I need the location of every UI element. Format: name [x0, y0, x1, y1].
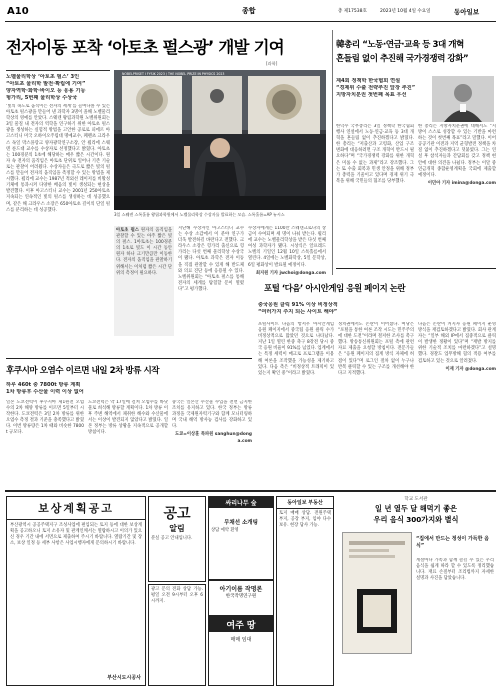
fukushima-subhead: 1차 방류후 수산물 이력 이상 없어 [6, 389, 84, 395]
ad-notice-body: 분실 공고 안내입니다. [151, 536, 193, 541]
paper-name: 동아일보 [454, 8, 480, 16]
pm-byline: 이민아 기자 imina@donga.com [427, 180, 496, 186]
photo-banner-text: NOBELPRISET I FYSIK 2023 / THE NOBEL PRIZE IN PHYSICS 2023 [122, 72, 225, 76]
pm-portrait [432, 76, 494, 122]
portal-body-col2: 정치권에서도 논란이 이어졌다. 여당은 “포털을 통한 여론 조작 시도는 민주주의에 대한 도전”이라며 철저한 조사를 촉구했다. 방송통신위원회는 포털 측에 관련 자료 제출을 요청할 방침이다. 전문가들은 “응원 페이지의 집계 방식 자체에 허점이 있다”며 로그인 절차 없이 누구나 반복 클릭할 수 있는 구조를 개선해야 한다고 지적했다. [338, 322, 414, 376]
portal-body-col3: 다음은 논란이 커지자 응원 페이지 운영 방식을 재검토하겠다고 밝혔다. 회사 관계자는 “일부 해외 IP에서 집중적으로 클릭이 발생한 정황이 있다”며 “재발 방지를 위한 기술적 조치를 마련하겠다”고 설명했다. 경찰도 업무방해 혐의 적용 여부를 검토하고 있는 것으로 알려졌다. 이재 기자 @donga.com [418, 322, 496, 372]
ad-matchmaking [208, 496, 274, 580]
ad-yeoju-land [208, 616, 274, 686]
fukushima-byline: 도쿄=이상훈 특파원 sanghun@donga.com [174, 432, 252, 444]
ad-yeoju-sub: 매매 임대 [230, 637, 252, 643]
pm-subhead: 지방자치분권 첫번째 목표 우선 [336, 92, 407, 98]
pm-body-col2: 한 총리는 지방자치분권에 대해서도 “지방이 스스로 성장할 수 있는 기반을 마련하는 것이 첫번째 목표”라고 말했다. 이어 공공기관 이전과 지역 균형발전 정책을 차질 없이 추진하겠다고 덧붙였다. 그는 연설 후 참석자들과 간담회를 갖고 정책 현안에 대한 의견을 나눴다. 정부는 이달 중 연금개혁 종합운영계획을 국회에 제출할 예정이다. 이민아 기자 imina@donga.com [418, 124, 496, 186]
fukushima-body-col2: 도쿄전력은 약 17일에 걸쳐 오염수를 바닷물로 희석해 방류할 계획이다. 1차 방류 이후 주변 해역에서 채취한 해수와 수산물에서는 이상이 발견되지 않았다고 밝혔다. 일본 정부는 방류 상황을 지속적으로 공개할 방침이다. [88, 400, 168, 436]
ad-realestate-title: 동아일보 부동산 [277, 497, 333, 509]
pm-subheads [336, 78, 428, 99]
ad-realestate [276, 496, 334, 686]
section-label: 종합 [242, 7, 256, 15]
ad-compensation-body: 부산광역시 공공주택지구 조성사업에 편입되는 토지 등에 대한 보상계획을 공고하오니 토지 소유자 및 관계인께서는 열람하시고 이의가 있으신 경우 기간 내에 서면으로 제출하여 주시기 바랍니다. 열람기간 및 장소, 보상 일정 등 세부 사항은 사업시행자에게 문의하시기 바랍니다. [10, 523, 142, 547]
ad-book-body: 계절마다 가족과 함께 즐길 수 있는 우리 음식을 쉽게 따라 할 수 있도록 정리했습니다. 재료 손질부터 조리법까지 자세한 설명과 사진을 담았습니다. [416, 558, 494, 582]
portal-subhead: 중국응원 클릭 91% 이상 비정상적 [258, 302, 338, 308]
portal-subhead: “여러가지 주지 되는 사이트 해야” [258, 309, 338, 315]
lead-subhead: 헝가리, 5번째 물리학상 수상국 [6, 95, 78, 101]
ad-baby-naming-sub: 한국작명연구원 [225, 594, 257, 599]
lead-body-col1: ‘빛의 속도로 움직이는 전자의 세계’를 들여다볼 수 있는 아토초 펄스광을 만들어 낸 과학자 3명이 올해 노벨물리학상의 영예를 안았다. 스웨덴 왕립과학원 노벨위원회는 3일 물질 내 전자의 역학을 연구하기 위한 아토초 펄스광을 생성하는 실험적 방법을 고안한 공로로 피에르 아고스티니 미국 오하이오주립대 명예교수, 페렌츠 크라우스 독일 막스플랑크 양자광학연구소장, 안 륄리에 스웨덴 룬드대 교수를 수상자로 선정했다고 밝혔다. 아토초는 100경분의 1초에 해당하는 매우 짧은 시간이다. 원자 속 전자의 움직임은 아토초 단위로 일어나 기존 기술로는 관찰이 어려웠다. 수상자들은 극도로 짧은 빛의 펄스를 만들어 전자의 움직임을 측정할 수 있는 방법을 제시했다. 륄리에 교수는 1987년 적외선 레이저를 비활성 기체에 통과시켜 다양한 배음의 빛이 생성되는 현상을 발견했다. 이후 아고스티니 교수는 2001년 250아토초 지속되는 연속적인 빛의 펄스를 생성하는 데 성공했으며, 같은 해 크라우스 소장은 650아토초 길이의 단일 펄스를 분리하는 데 성공했다. [6, 104, 110, 213]
pm-headline-line1: 韓총리 “노동·연금·교육 등 3대 개혁 [336, 40, 464, 50]
book-cover-image [343, 533, 411, 653]
ad-book-cover [342, 532, 412, 654]
ad-yeoju-title: 여주 땅 [209, 617, 273, 632]
portrait-photo [432, 76, 494, 122]
lead-body-col3: 지난해 수상자인 아고스티니 교수는 수상 소감에서 이 분야 연구가 더욱 발전하길 바란다고 전했다. 크라우스 소장은 헝가리 출신으로 헝가리는 다섯 번째 물리학상 수상국이 됐다. 아토초 과학은 전자 이동을 직접 관찰할 수 있게 해 반도체와 의료 진단 등에 응용될 수 있다. 노벨위원회는 “아토초 펄스를 통해 전자의 세계를 탐험할 문이 열렸다”고 평가했다. [178, 226, 244, 292]
ad-realestate-body: 토지 매매 상담. 전원주택 부지, 공장 부지, 임야 다수 보유. 현장 답사 가능. [279, 511, 331, 529]
portal-subheads [258, 302, 366, 316]
ad-book-headline1: 일 년 열두 달 해먹기 좋은 [375, 504, 457, 513]
ad-matchmaking-sub: 무채선 소개팅 [224, 520, 258, 526]
issue-number: 총 제17538호 [338, 9, 367, 14]
lead-section-tag: [과학] [266, 61, 278, 66]
fukushima-headline: 후쿠시마 오염수 이르면 내일 2차 방류 시작 [6, 366, 160, 376]
lead-body-col2: 아토초 펄스 원자의 움직임을 관찰할 수 있는 아주 짧은 빛의 펄스. 1아토초는 100경분의 1초로 빛도 이 시간 동안 원자 하나 크기만큼만 이동한다. 전자의 움직임을 관찰하기 위해서는 이처럼 짧은 시간 단위의 측정이 필요하다. [114, 226, 174, 336]
issue-date: 2023년 10월 4일 수요일 [380, 9, 431, 14]
lead-subhead: “아토초 물리학 발전·확립에 기여” [6, 81, 86, 87]
section-rule [336, 268, 496, 269]
ad-notice [148, 496, 206, 582]
pm-subhead: 제4회 정책학 한국협회 연설 [336, 78, 401, 84]
column-divider [332, 30, 333, 275]
lead-byline: 최지원 기자 jwchoi@donga.com [255, 270, 326, 276]
ads-rule [5, 490, 496, 492]
lead-photo-caption: 3일 스웨덴 스톡홀름 왕립과학원에서 노벨물리학상 수상자를 발표하는 모습. 스톡홀름=AP 뉴시스 [114, 212, 285, 217]
page-number: A10 [7, 6, 29, 17]
ad-baby-naming-title: 아기이름 작명론 [219, 586, 263, 593]
ad-notice-sub: 알림 [169, 524, 185, 533]
portal-byline: 이재 기자 @donga.com [445, 366, 496, 372]
lead-subhead: 양자역학·화학·바이오 등 응용 기능 [6, 88, 86, 94]
pm-headline-line2: 흔들림 없이 추진해 국가경쟁력 강화” [336, 54, 469, 64]
ad-book-quote: “집에서 만드는 정성이 가득한 음식” [416, 536, 490, 549]
section-rule [6, 358, 252, 359]
portal-body-col1: 포털사이트 다음의 항저우 아시안게임 응원 페이지에서 중국팀 응원 클릭 수가 비정상적으로 많았던 것으로 나타났다. 지난 1일 열린 한중 축구 8강전 당시 중국 응원 비율이 91%를 넘었다. 업계에서는 특정 세력이 매크로 프로그램을 이용해 여론을 조작했을 가능성을 제기하고 있다. 다음 측은 “비정상적 트래픽이 있었는지 확인 중”이라고 밝혔다. [258, 322, 334, 376]
nobel-announcement-photo [114, 70, 326, 210]
masthead-rule [5, 21, 496, 22]
ad-mini-left-body: 광고 문의 전화 상담 가능. 평일 오전 9시부터 오후 6시까지. [151, 587, 203, 605]
pm-subhead: “경제위 수출 전략추진 앞장 추진” [336, 85, 416, 91]
ad-book-headline2: 우리 음식 300가지와 별식 [373, 515, 459, 524]
portal-headline: 포털 ‘다음’ 아시안게임 응원 페이지 논란 [264, 283, 406, 293]
ad-compensation-notice [6, 496, 146, 686]
fukushima-body-col1: 일본 도쿄전력이 후쿠시마 제1원전 오염수의 2차 해양 방류를 이르면 5일부터 시작한다. 도쿄전력은 3일 2차 방류를 위한 오염수 측정 결과 기준을 충족했다고 밝혔다. 이번 방류량은 1차 때와 비슷한 7800t 규모다. [6, 400, 84, 436]
pm-body-col1: 한덕수 국무총리는 3일 정책학 한국협회 행사 연설에서 노동·연금·교육 등 3대 개혁을 흔들림 없이 추진하겠다고 밝혔다. 한 총리는 “저출산과 고령화, 산업 구조 변화에 대응하려면 구조 개혁이 반드시 필요하다”며 “국가경쟁력 강화를 위한 개혁은 미룰 수 없는 과제”라고 강조했다. 그는 또 수출 회복과 민생 안정을 위해 정부가 총력을 기울이고 있다며 경제 위기 극복을 위해 국민들의 협조를 당부했다. [336, 124, 414, 184]
ad-mini-left [148, 584, 206, 686]
ad-notice-title: 공고 [163, 506, 191, 522]
fukushima-subhead: 하루 460t 중 7800t 방류 계획 [6, 382, 81, 388]
lead-photo [114, 70, 326, 210]
lead-subhead: 노벨물리학상 ‘아토초 펄스’ 3인 [6, 74, 80, 80]
ad-matchmaking-body: 상담 예약 환영 [211, 528, 239, 533]
ad-book-tag: 학교 도서관 [404, 497, 428, 502]
fukushima-body-col3: 중국은 일본산 수산물 수입을 전면 금지한 조치를 유지하고 있다. 한국 정부는 방류 과정을 국제원자력기구와 함께 모니터링하며 국내 해역 방사능 검사를 강화하고 있다. 도쿄=이상훈 특파원 sanghun@donga.com [172, 400, 252, 444]
ad-baby-naming [208, 580, 274, 616]
lead-subheads [6, 70, 110, 102]
ad-compensation-org: 부산시도시공사 [107, 675, 141, 681]
ad-compensation-title: 보상계획공고 [7, 497, 145, 520]
lead-headline: 전자이동 포착 ‘아토초 펄스광’ 개발 기여 [6, 38, 284, 57]
ad-book [336, 496, 496, 684]
ad-matchmaking-title: 싸리나무 숲 [209, 497, 273, 508]
lead-body-col4: 수상자에게는 1100만 스웨덴크로나의 상금이 수여되며 세 명이 나눠 받는다. 륄리에 교수는 노벨물리학상을 받은 다섯 번째 여성 과학자가 됐다. 시상식은 알프레드 노벨의 기일인 12월 10일 스톡홀름에서 열린다. 4일에는 노벨화학상, 5일 문학상, 6일 평화상이 발표될 예정이다. 최지원 기자 jwchoi@donga.com [248, 226, 326, 276]
fukushima-subheads [6, 382, 116, 396]
